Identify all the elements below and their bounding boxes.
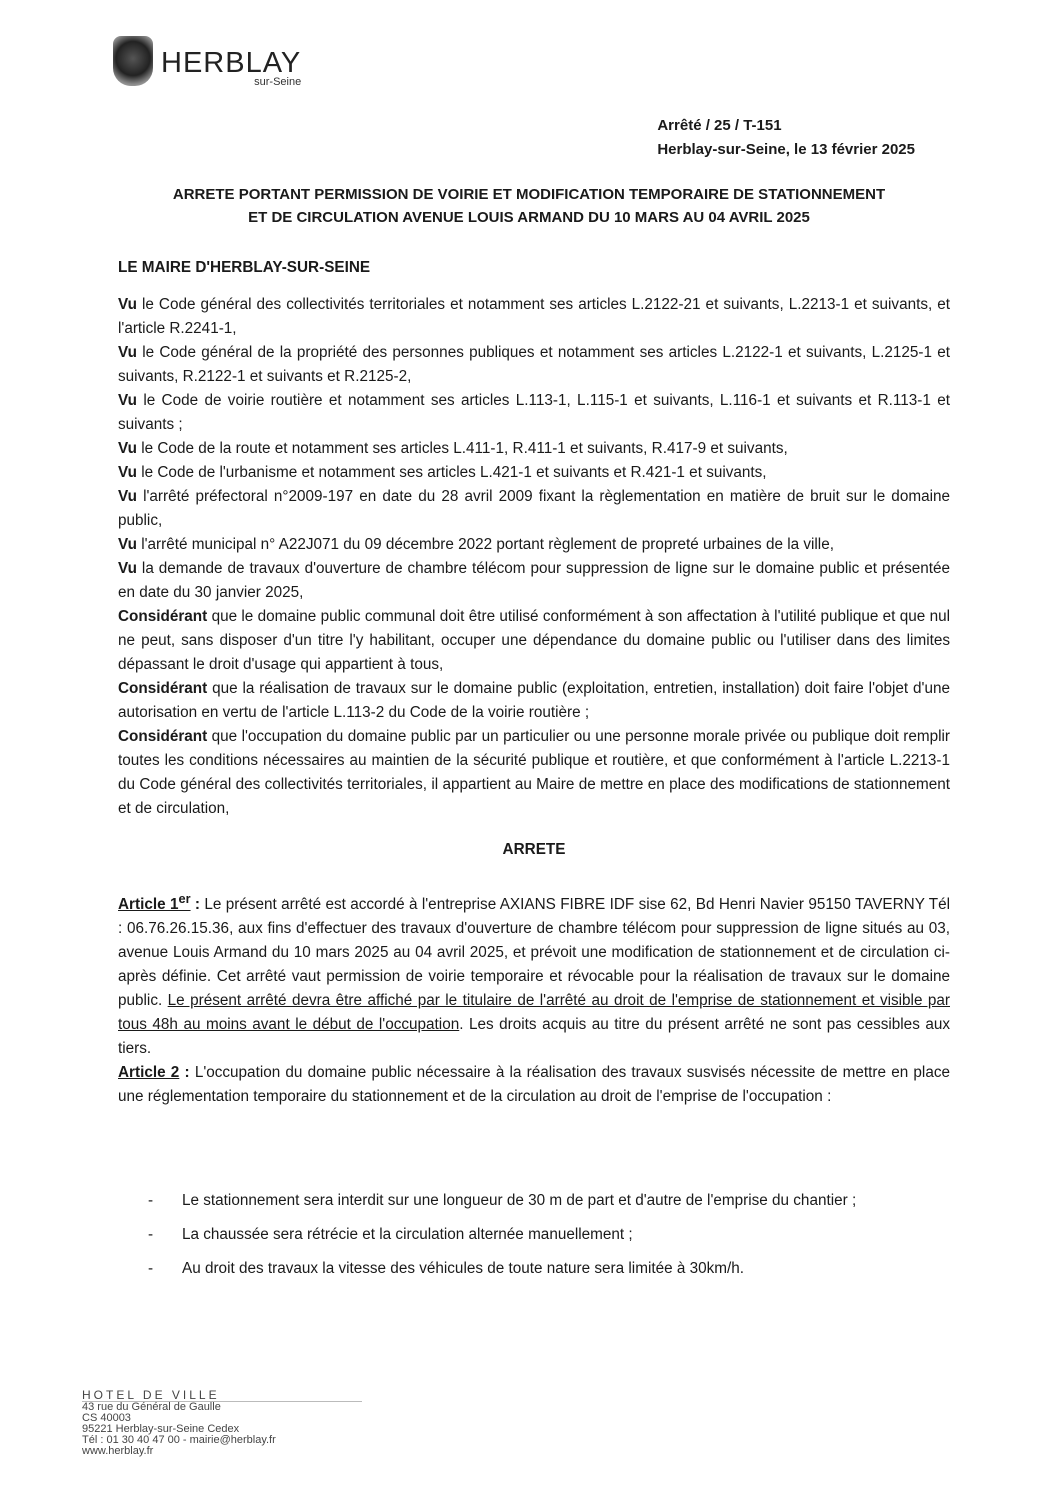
list-item: - La chaussée sera rétrécie et la circulation alternée manuellement ; <box>118 1218 950 1252</box>
footer-line: Tél : 01 30 40 47 00 - mairie@herblay.fr <box>82 1434 276 1446</box>
document-title <box>100 183 958 229</box>
recital: Considérant que l'occupation du domaine public par un particulier ou une personne morale privée ou publique doit remplir toutes les conditions nécessaires au maintien de la sécurité publique et routière, et que conformément à l'article L.2213-1 du Code général des collectivités territoriales, il appartient au Maire de mettre en place des modifications de stationnement et de circulation, <box>118 728 950 817</box>
article-1: Article 1er : Le présent arrêté est accordé à l'entreprise AXIANS FIBRE IDF sise 62, Bd Henri Navier 95150 TAVERNY Tél : 06.76.26.15.36, aux fins d'effectuer des travaux d'ouverture de chambre télécom pour suppression de ligne situés au 03, avenue Louis Armand du 10 mars 2025 au 04 avril 2025, et prévoit une modification de stationnement et de circulation ci-après définie. Cet arrêté vaut permission de voirie temporaire et révocable pour la réalisation de travaux sur le domaine public. Le présent arrêté devra être affiché par le titulaire de l'arrêté au droit de l'emprise de stationnement et visible par tous 48h au moins avant le début de l'occupation. Les droits acquis au titre du présent arrêté ne sont pas cessibles aux tiers. <box>118 891 951 1058</box>
recital: Vu l'arrêté municipal n° A22J071 du 09 décembre 2022 portant règlement de propreté urbaines de la ville, <box>118 536 834 553</box>
logo-sub: sur-Seine <box>254 76 302 88</box>
article-2: Article 2 : L'occupation du domaine public nécessaire à la réalisation des travaux susvisés nécessite de mettre en place une réglementation temporaire du stationnement et de la circulation au droit de l'emprise de l'occupation : <box>118 1064 950 1106</box>
recital: Vu le Code de l'urbanisme et notamment ses articles L.421-1 et suivants et R.421-1 et suivants, <box>118 464 767 481</box>
recital: Vu le Code de voirie routière et notamment ses articles L.113-1, L.115-1 et suivants, L.116-1 et suivants et R.113-1 et suivants ; <box>118 392 950 433</box>
title-line: ET DE CIRCULATION AVENUE LOUIS ARMAND DU 10 MARS AU 04 AVRIL 2025 <box>248 209 810 226</box>
recital: Vu le Code de la route et notamment ses articles L.411-1, R.411-1 et suivants, R.417-9 et suivants, <box>118 440 788 457</box>
place-date: Herblay-sur-Seine, le 13 février 2025 <box>657 141 915 158</box>
footer-address <box>82 1390 362 1457</box>
logo-name: HERBLAY <box>161 47 302 79</box>
recital: Considérant que le domaine public communal doit être utilisé conformément à son affectation à l'utilité publique et que nul ne peut, sans disposer d'un titre l'y habilitant, occuper une dépendance du domaine public ou l'utiliser dans des limites dépassant le droit d'usage qui appartient à tous, <box>118 608 950 673</box>
footer-heading: HOTEL DE VILLE <box>82 1390 362 1402</box>
list-item: - Au droit des travaux la vitesse des véhicules de toute nature sera limitée à 30km/h. <box>118 1252 950 1286</box>
list-item: - Le stationnement sera interdit sur une longueur de 30 m de part et d'autre de l'emprise du chantier ; <box>118 1184 950 1218</box>
recital: Vu le Code général de la propriété des personnes publiques et notamment ses articles L.2122-1 et suivants, L.2125-1 et suivants, R.2122-1 et suivants et R.2125-2, <box>118 344 950 385</box>
title-line: ARRETE PORTANT PERMISSION DE VOIRIE ET MODIFICATION TEMPORAIRE DE STATIONNEMENT <box>172 186 886 203</box>
article-2-label: Article 2 <box>118 1064 180 1082</box>
footer-line: www.herblay.fr <box>82 1445 154 1457</box>
recital: Vu l'arrêté préfectoral n°2009-197 en date du 28 avril 2009 fixant la règlementation en matière de bruit sur le domaine public, <box>118 488 950 529</box>
reference-block <box>657 114 915 162</box>
article-1-label: Article 1er <box>118 891 191 914</box>
footer-line: 95221 Herblay-sur-Seine Cedex <box>82 1423 240 1435</box>
recital: Considérant que la réalisation de travaux sur le domaine public (exploitation, entretien, installation) doit faire l'objet d'une autorisation en vertu de l'article L.113-2 du Code de la voirie routière ; <box>118 680 950 721</box>
recital: Vu le Code général des collectivités territoriales et notamment ses articles L.2122-21 et suivants, L.2213-1 et suivants, et l'article R.2241-1, <box>118 296 950 337</box>
herblay-logo <box>113 34 301 88</box>
measures-list <box>118 1184 950 1286</box>
arrete-heading: ARRETE <box>502 841 566 858</box>
recitals <box>118 293 950 821</box>
footer-line: 43 rue du Général de Gaulle <box>82 1401 221 1413</box>
decree-number: Arrêté / 25 / T-151 <box>657 117 782 134</box>
crest-icon <box>113 36 153 86</box>
document-body <box>118 256 950 1286</box>
footer-line: CS 40003 <box>82 1412 131 1424</box>
recital: Vu la demande de travaux d'ouverture de chambre télécom pour suppression de ligne sur le domaine public et présentée en date du 30 janvier 2025, <box>118 560 950 601</box>
maire-heading: LE MAIRE D'HERBLAY-SUR-SEINE <box>118 259 371 276</box>
